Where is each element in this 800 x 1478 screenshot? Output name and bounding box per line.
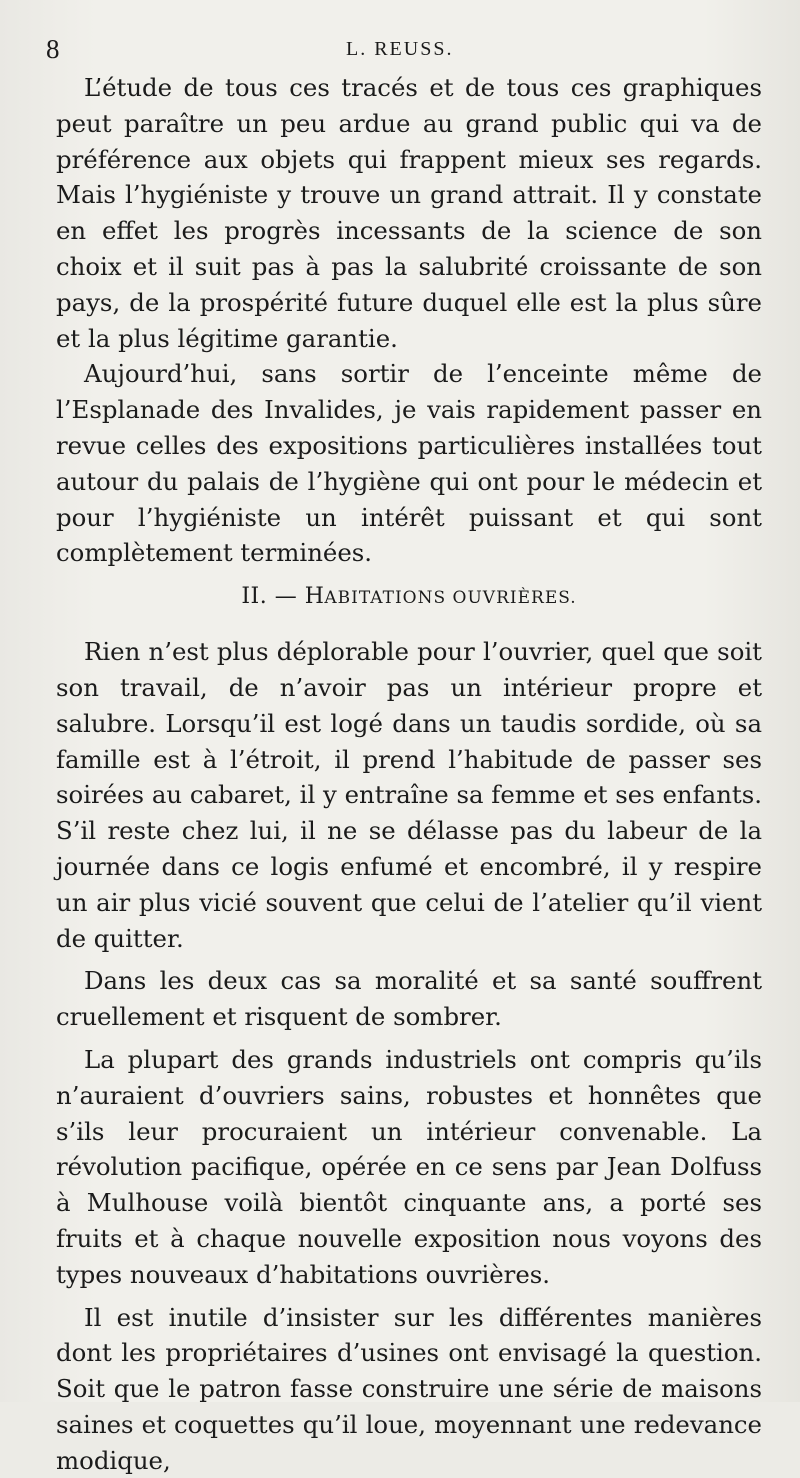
paragraph-worker-housing: Rien n’est plus déplorable pour l’ouvrier, quel que soit son travail, de n’avoir pas un intérieur propre et salubre. Lorsqu’il est logé dans un taudis sordide, où sa famille est à l’étroit, il prend l’habitude de passer ses soirées au cabaret, il y entraîne sa femme et ses enfants. S’il reste chez lui, il ne se délasse pas du labeur de la journée dans ce logis enfumé et encombré, il y respire un air plus vicié souvent que celui de l’atelier qu’il vient de quitter. bbox=[56, 634, 762, 956]
paragraph-graphs: L’étude de tous ces tracés et de tous ces graphiques peut paraître un peu ardue au grand public qui va de préférence aux objets qui frappent mieux ses regards. Mais l’hygiéniste y trouve un grand attrait. Il y constate en effet les progrès incessants de la science de son choix et il suit pas à pas la salubrité croissante de son pays, de la prospérité future duquel elle est la plus sûre et la plus légitime garantie. bbox=[56, 70, 762, 356]
page-number: 8 bbox=[46, 34, 60, 65]
section-heading bbox=[56, 583, 762, 612]
page-header bbox=[56, 30, 762, 70]
section-title-initial: H bbox=[305, 584, 325, 609]
paragraph-owners: Il est inutile d’insister sur les différentes manières dont les propriétaires d’usines ont envisagé la question. Soit que le patron fasse construire une série de maisons saines et coquettes qu’il loue, moyennant une redevance modique, bbox=[56, 1300, 762, 1478]
section-title-rest: ABITATIONS OUVRIÈRES. bbox=[324, 588, 576, 608]
paragraph-industrialists: La plupart des grands industriels ont compris qu’ils n’auraient d’ouvriers sains, robustes et honnêtes que s’ils leur procuraient un intérieur convenable. La révolution pacifique, opérée en ce sens par Jean Dolfuss à Mulhouse voilà bientôt cinquante ans, a porté ses fruits et à chaque nouvelle exposition nous voyons des types nouveaux d’habitations ouvrières. bbox=[56, 1042, 762, 1293]
paragraph-esplanade: Aujourd’hui, sans sortir de l’enceinte même de l’Esplanade des Invalides, je vais rapidement passer en revue celles des expositions particulières installées tout autour du palais de l’hygiène qui ont pour le médecin et pour l’hygiéniste un intérêt puissant et qui sont complètement terminées. bbox=[56, 356, 762, 571]
section-number: II. — bbox=[241, 584, 297, 609]
running-head: L. REUSS. bbox=[346, 38, 453, 61]
paragraph-morality: Dans les deux cas sa moralité et sa santé souffrent cruellement et risquent de sombrer. bbox=[56, 963, 762, 1035]
